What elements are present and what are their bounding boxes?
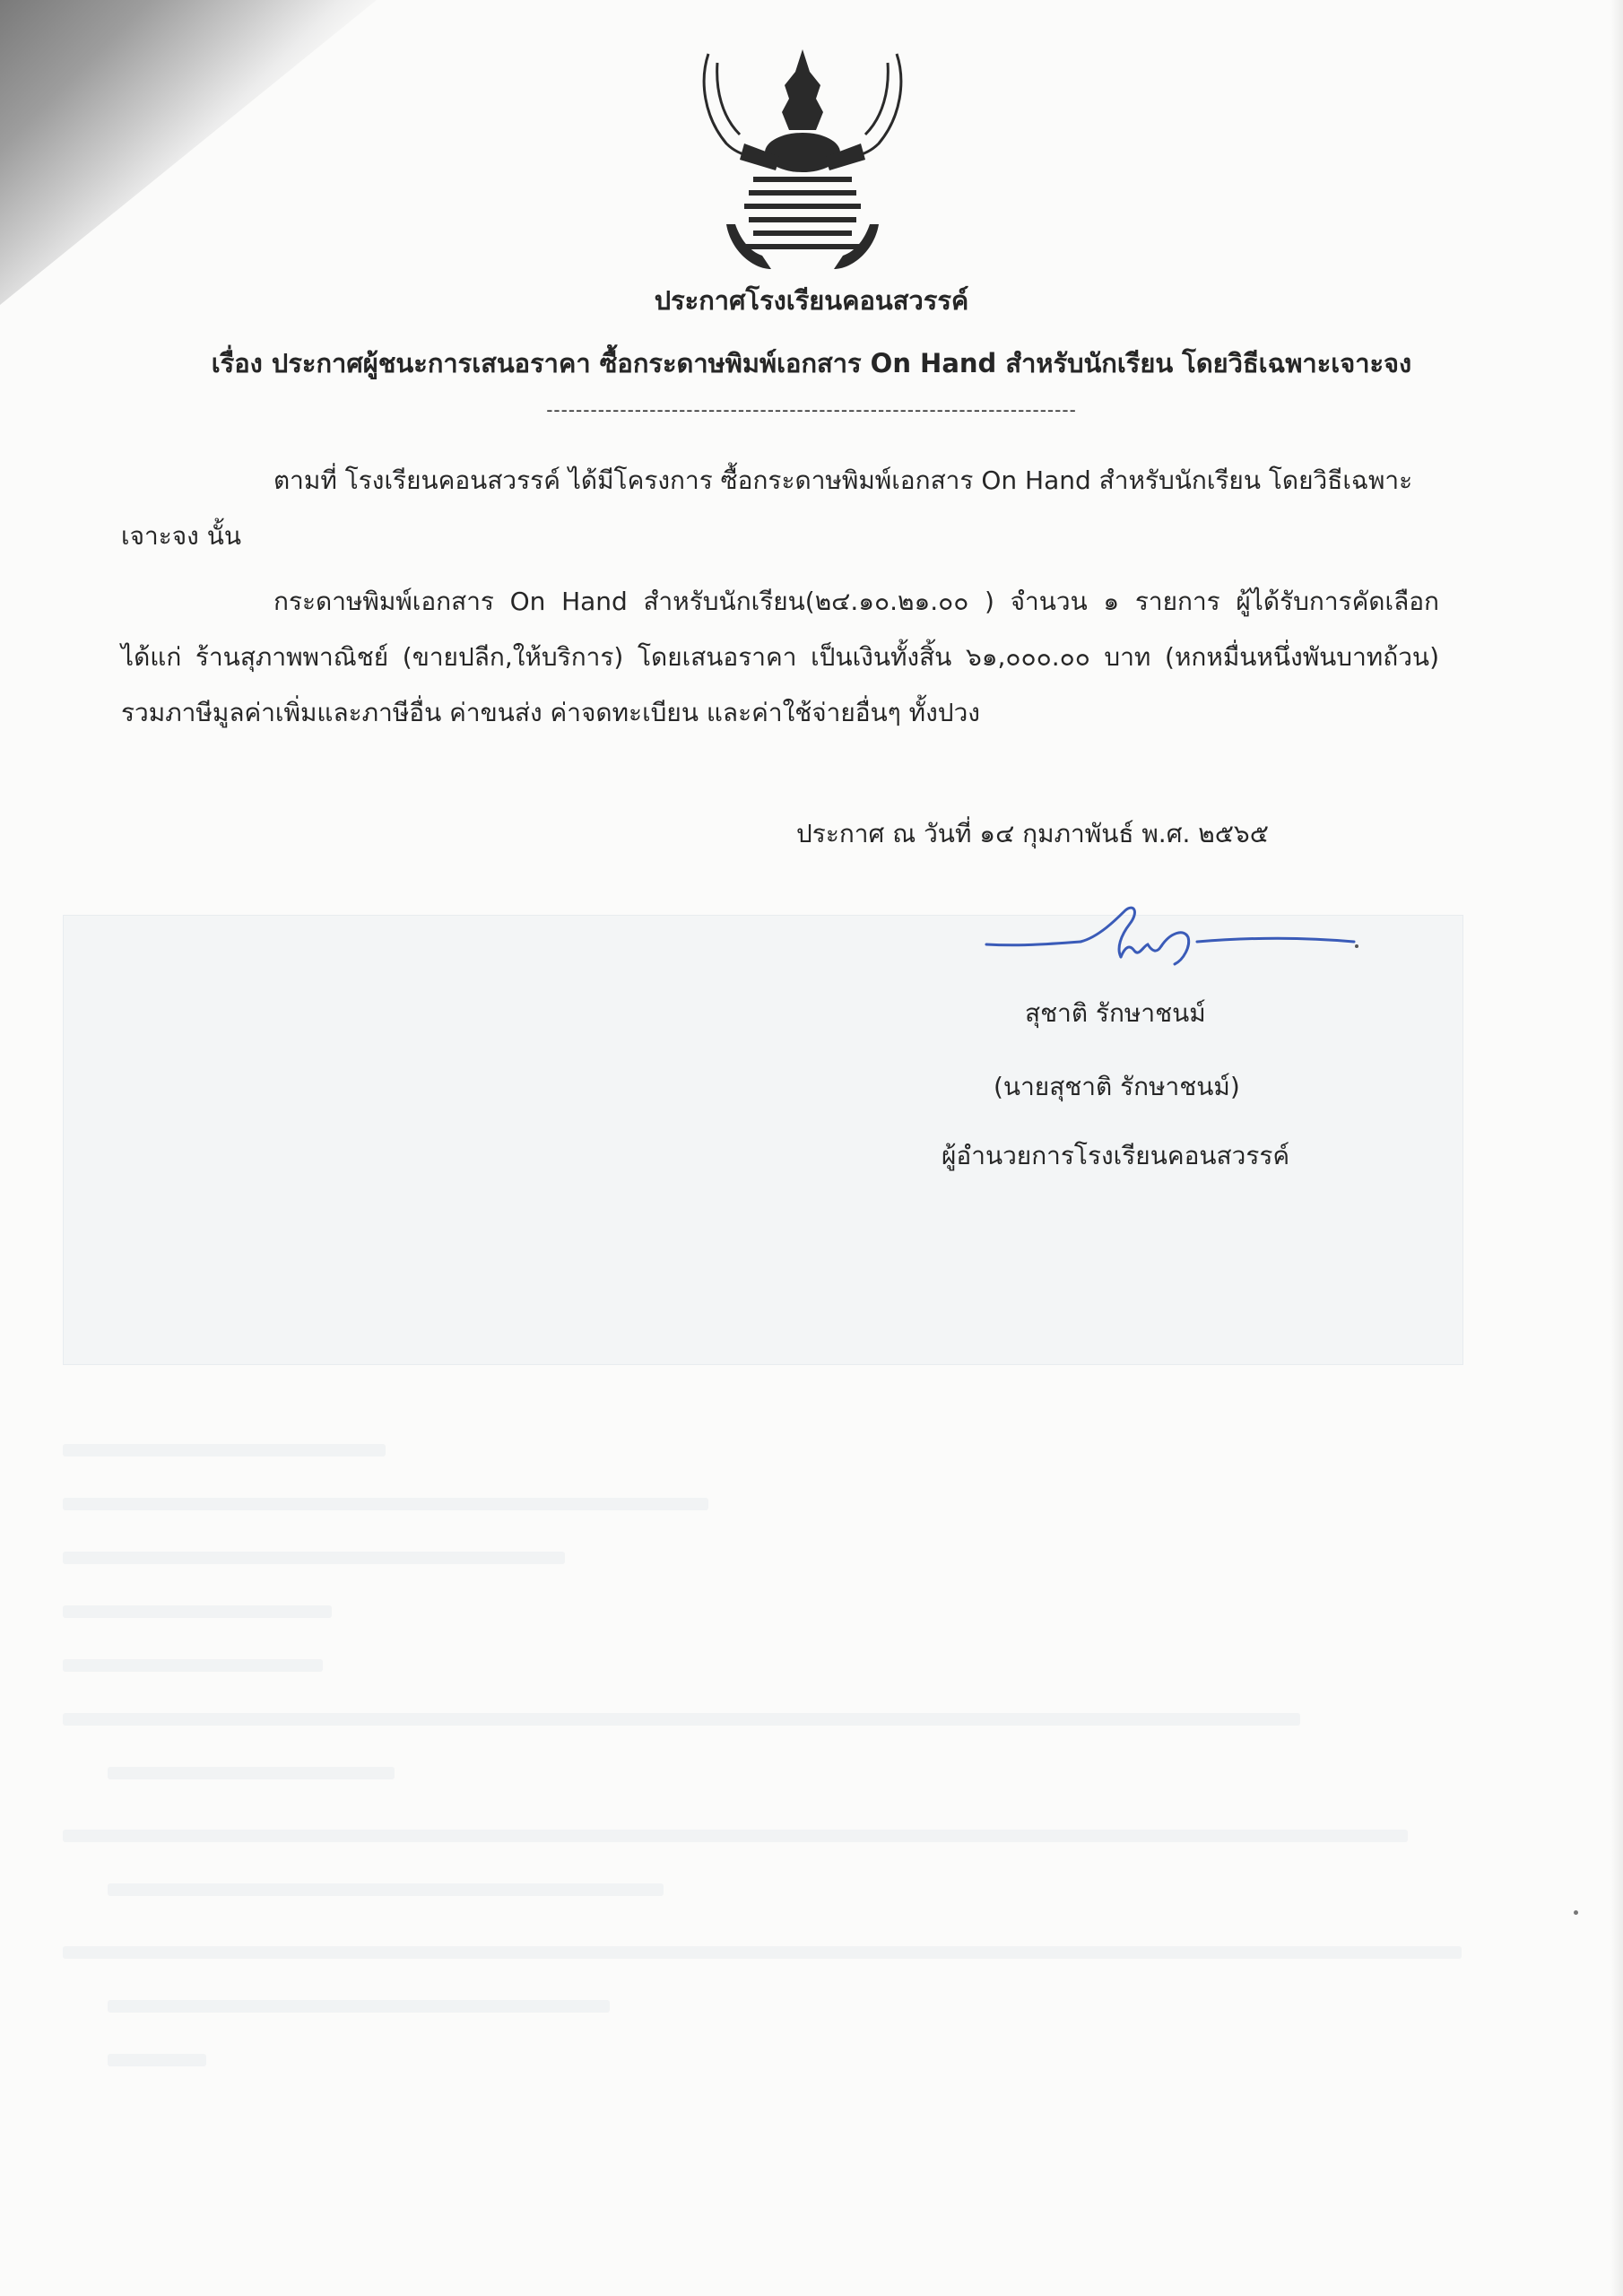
bleed-through-line <box>108 1767 395 1779</box>
bleed-through-line <box>108 1883 664 1896</box>
signer-position: ผู้อำนวยการโรงเรียนคอนสวรรค์ <box>942 1141 1290 1170</box>
bleed-through-line <box>63 1444 386 1457</box>
separator-line: ------------------------------------------------------------------------ <box>546 399 1077 421</box>
body-paragraph-1: ตามที่ โรงเรียนคอนสวรรค์ ได้มีโครงการ ซื้อกระดาษพิมพ์เอกสาร On Hand สำหรับนักเรียน โดยวิธีเฉพาะเจาะจง นั้น <box>121 465 1413 551</box>
garuda-emblem-icon <box>690 45 915 278</box>
document-subject: เรื่อง ประกาศผู้ชนะการเสนอราคา ซื้อกระดาษพิมพ์เอกสาร On Hand สำหรับนักเรียน โดยวิธีเฉพาะเจาะจง <box>211 348 1412 378</box>
bleed-through-line <box>63 1659 323 1672</box>
handwritten-signature <box>982 892 1358 991</box>
bleed-through-line <box>63 1605 332 1618</box>
signer-name: สุชาติ รักษาชนม์ <box>1025 998 1206 1028</box>
announcement-date: ประกาศ ณ วันที่ ๑๔ กุมภาพันธ์ พ.ศ. ๒๕๖๕ <box>796 819 1269 848</box>
document-title: ประกาศโรงเรียนคอนสวรรค์ <box>654 285 969 316</box>
bleed-through-line <box>108 2054 206 2066</box>
bleed-through-line <box>63 1946 1462 1959</box>
signer-full-name: (นายสุชาติ รักษาชนม์) <box>994 1072 1240 1101</box>
paper-speck <box>1574 1910 1578 1915</box>
bleed-through-line <box>63 1713 1300 1726</box>
body-paragraph-2: กระดาษพิมพ์เอกสาร On Hand สำหรับนักเรียน(๒๔.๑๐.๒๑.๐๐ ) จำนวน ๑ รายการ ผู้ได้รับการคัดเลือก ได้แก่ ร้านสุภาพพาณิชย์ (ขายปลีก,ให้บริการ) โดยเสนอราคา เป็นเงินทั้งสิ้น ๖๑,๐๐๐.๐๐ บาท (หกหมื่นหนึ่งพันบาทถ้วน) รวมภาษีมูลค่าเพิ่มและภาษีอื่น ค่าขนส่ง ค่าจดทะเบียน และค่าใช้จ่ายอื่นๆ ทั้งปวง <box>121 587 1439 727</box>
bleed-through-line <box>63 1498 708 1510</box>
bleed-through-line <box>108 2000 610 2013</box>
bleed-through-line <box>63 1830 1408 1842</box>
paper-corner-fold <box>0 0 377 305</box>
bleed-through-line <box>63 1552 565 1564</box>
